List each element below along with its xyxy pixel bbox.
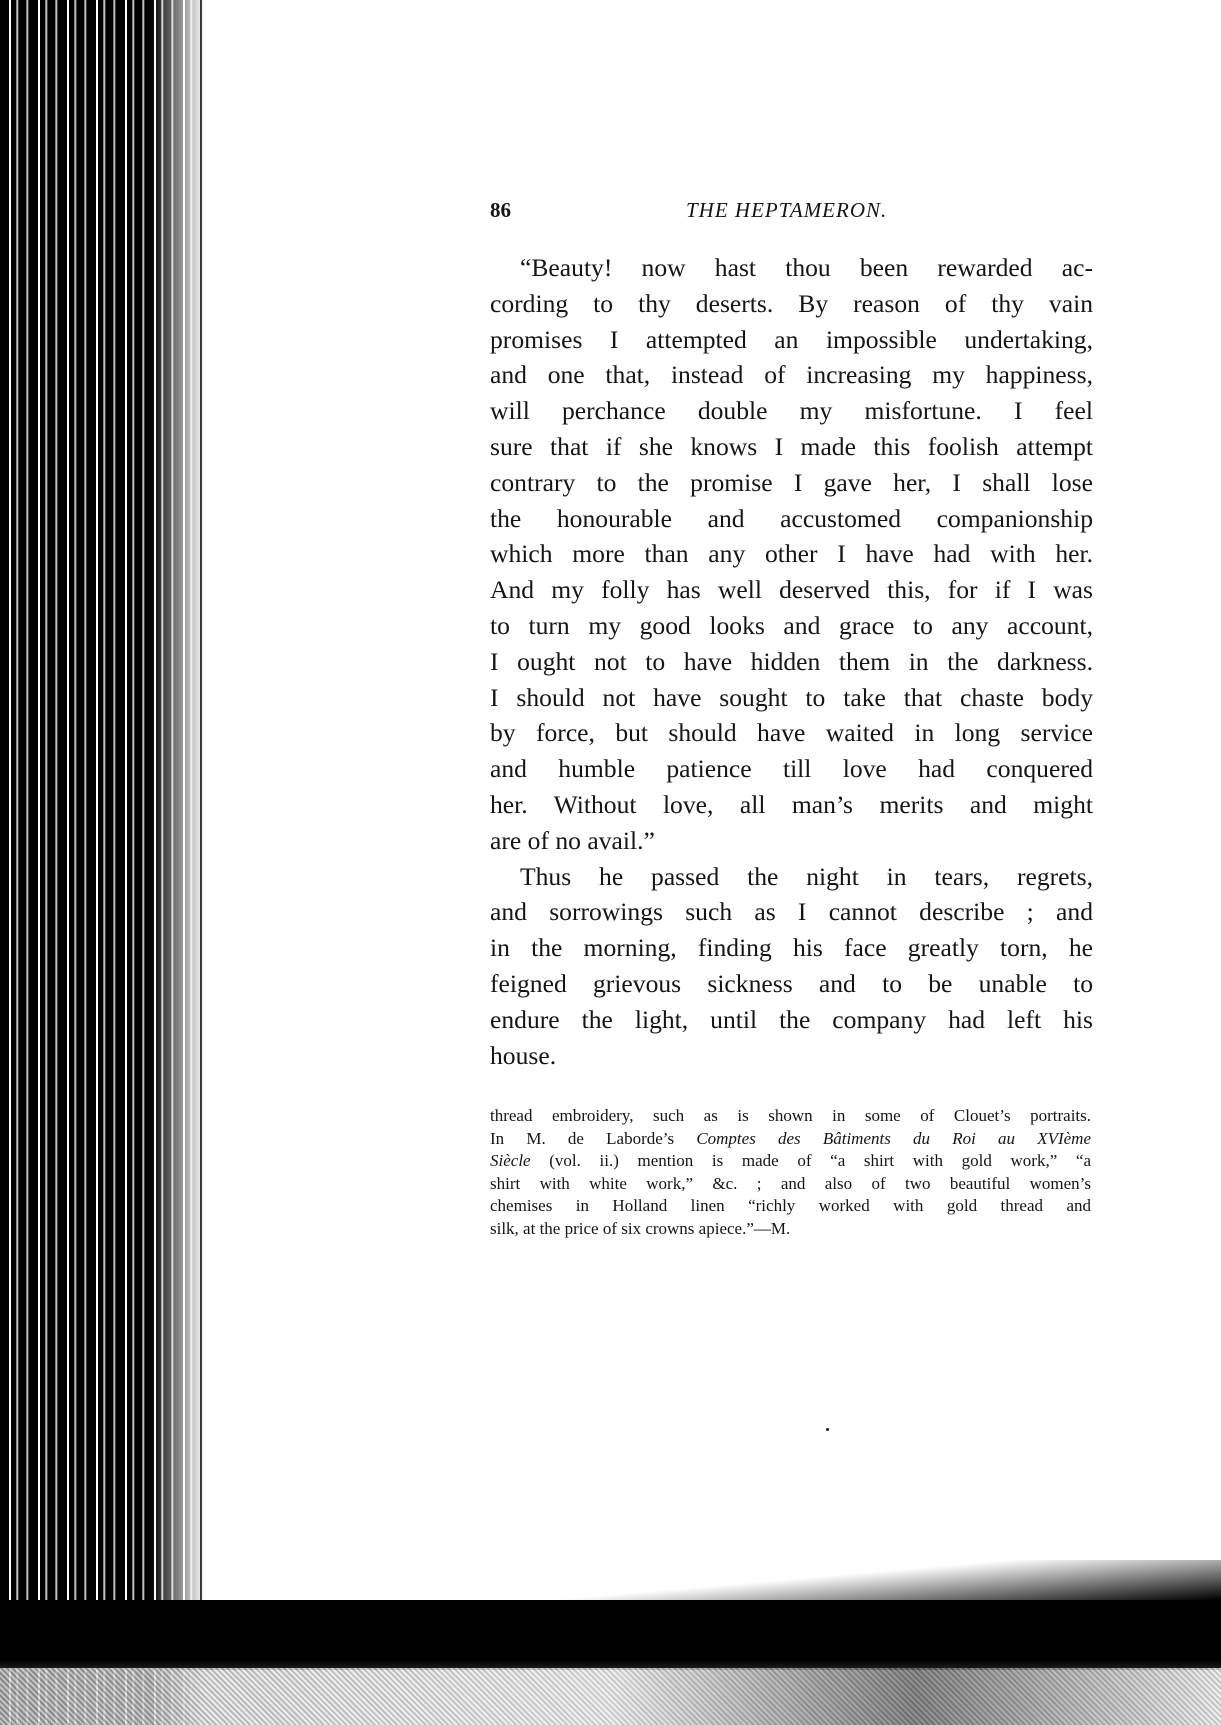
scan-speck (826, 1428, 829, 1431)
footnote-line (490, 1128, 1091, 1151)
footnote-text: In M. de Laborde’s (490, 1128, 697, 1148)
page-number: 86 (490, 198, 511, 222)
running-head (490, 198, 1090, 232)
footnote-line: shirt with white work,” &c. ; and also of two beautiful women’s (490, 1173, 1091, 1193)
text-line: cording to thy deserts. By reason of thy vain (490, 288, 1093, 318)
text-line: feigned grievous sickness and to be unable to (490, 968, 1093, 998)
text-line: in the morning, finding his face greatly torn, he (490, 933, 1093, 963)
text-line: her. Without love, all man’s merits and might (490, 789, 1093, 819)
footnote-line: silk, at the price of six crowns apiece.”—M. (490, 1218, 791, 1238)
text-line: house. (490, 1040, 557, 1070)
paragraph-2 (490, 859, 1093, 1074)
footnote-line (490, 1150, 1091, 1173)
text-line: I should not have sought to take that chaste body (490, 682, 1093, 712)
text-line: endure the light, until the company had left his (490, 1004, 1093, 1034)
text-line: and one that, instead of increasing my happiness, (490, 360, 1093, 390)
text-line: And my folly has well deserved this, for if I was (490, 575, 1093, 605)
book-page-edges (0, 0, 205, 1725)
text-line: sure that if she knows I made this foolish attempt (490, 431, 1093, 461)
footnote-line: thread embroidery, such as is shown in some of Clouet’s portraits. (490, 1106, 1091, 1125)
page-edge (200, 0, 202, 1600)
footnote-book-title: Comptes des Bâtiments du Roi au XVIème (696, 1128, 1091, 1148)
scan-bottom-shadow (0, 1600, 1221, 1670)
text-line: the honourable and accustomed companionship (490, 503, 1093, 533)
text-line: which more than any other I have had with her. (490, 539, 1093, 569)
body-text (490, 250, 1093, 1073)
text-line: promises I attempted an impossible undertaking, (490, 324, 1093, 354)
footnote-book-title-end: Siècle (490, 1151, 531, 1170)
text-line: to turn my good looks and grace to any account, (490, 610, 1093, 640)
footnote-text: (vol. ii.) mention is made of “a shirt with gold work,” “a (530, 1151, 1091, 1170)
footnote-line: chemises in Holland linen “richly worked with gold thread and (490, 1196, 1091, 1215)
scan-bottom-halftone (0, 1668, 1221, 1725)
text-line: will perchance double my misfortune. I feel (490, 396, 1093, 426)
paragraph-1 (490, 250, 1093, 859)
text-line: I ought not to have hidden them in the darkness. (490, 646, 1093, 676)
text-line: contrary to the promise I gave her, I shall lose (490, 467, 1093, 497)
text-line: and humble patience till love had conquered (490, 754, 1093, 784)
text-line: Thus he passed the night in tears, regrets, (520, 861, 1093, 891)
footnote (490, 1105, 1091, 1240)
text-line: and sorrowings such as I cannot describe ; and (490, 897, 1093, 927)
text-line: by force, but should have waited in long service (490, 718, 1093, 748)
running-title: THE HEPTAMERON. (686, 198, 888, 222)
text-line: are of no avail.” (490, 825, 655, 855)
text-line: “Beauty! now hast thou been rewarded ac- (520, 253, 1093, 282)
